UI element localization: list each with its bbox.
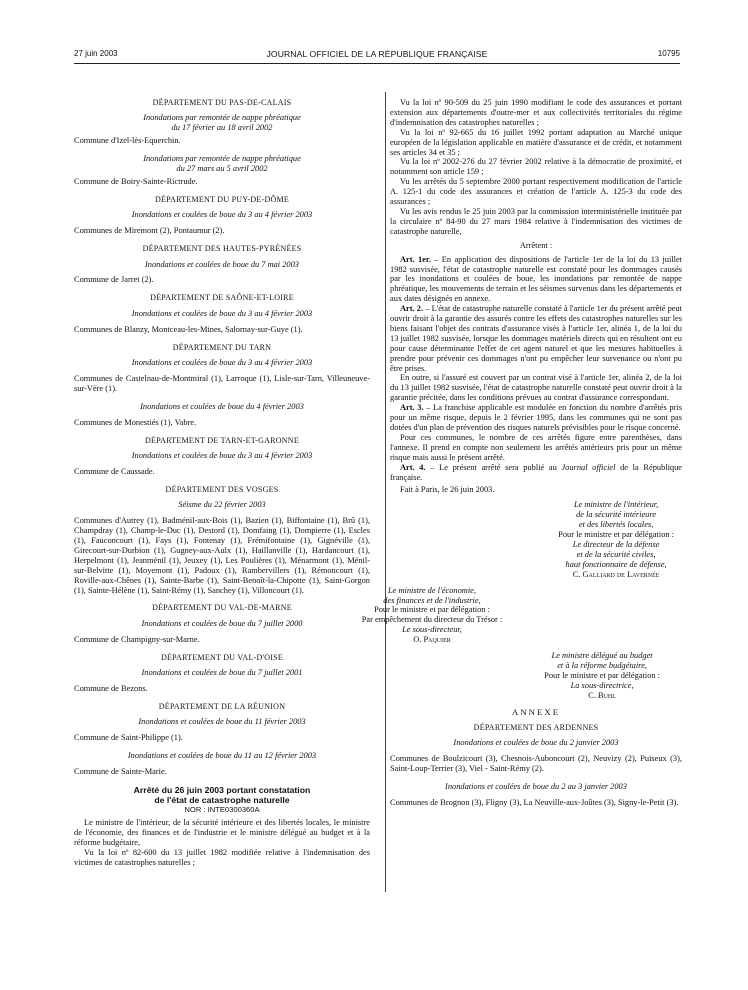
visa-paragraph: Vu la loi nº 82-600 du 13 juillet 1982 modifiée relative à l'indemnisation des victimes de catastrophes naturelles ; <box>74 848 370 868</box>
article-label: Art. 3. <box>400 403 424 413</box>
department-heading: DÉPARTEMENT DE SAÔNE-ET-LOIRE <box>150 293 294 303</box>
signature-line: Pour le ministre et par délégation : <box>558 530 674 540</box>
event-heading: Inondations et coulées de boue du 7 mai 2003 <box>145 259 299 269</box>
department-heading: DÉPARTEMENT DU VAL-DE-MARNE <box>152 603 292 613</box>
event-heading: Inondations et coulées de boue du 2 au 3 janvier 2003 <box>445 782 627 792</box>
signature-line: Le directeur de la défense <box>572 539 660 549</box>
signature-block-interior <box>390 500 682 579</box>
annexe-heading: ANNEXE <box>511 706 561 717</box>
article-text: de la République française. <box>390 462 682 482</box>
signature-line: et de la sécurité civiles, <box>576 549 656 559</box>
event-heading: Inondations et coulées de boue du 3 au 4 février 2003 <box>131 451 313 461</box>
left-column <box>74 98 370 868</box>
nor-reference: NOR : INTE0300360A <box>184 804 260 814</box>
journal-name: Journal officiel <box>561 462 616 472</box>
arretent-heading: Arrêtent : <box>519 240 553 250</box>
visa-paragraph: Vu les arrêtés du 5 septembre 2000 portant respectivement modification de l'article A. 125-1 du code des assurances et création de l'article A. 125-3 du code des assurances ; <box>390 177 682 207</box>
signature-line: Par empêchement du directeur du Trésor : <box>361 615 503 625</box>
article-text: – L'état de catastrophe naturelle constaté à l'article 1er du présent arrêté peut ouvrir droit à la garantie des assurés contre les effets des catastrophes naturelles sur les biens faisant l'objet des contrats d'assurance visés à l'article 1er, alinéa 1, de la loi du 13 juillet 1982 susvisée, lorsque les dommages matériels directs qui en résultent ont eu pour cause déterminante l'effet de cet agent naturel et que les mesures habituelles à prendre pour prévenir ces dommages n'ont pu empêcher leur survenance ou n'ont pu être prises. <box>390 304 682 373</box>
department-heading: DÉPARTEMENT DU VAL-D'OISE <box>160 652 284 662</box>
header-rule <box>74 63 680 64</box>
event-line: Inondations par remontée de nappe phréatique <box>143 113 301 123</box>
department-heading: DÉPARTEMENT DES ARDENNES <box>473 722 599 732</box>
department-heading: DÉPARTEMENT DU PUY-DE-DÔME <box>154 194 290 204</box>
visa-paragraph: Vu la loi nº 90-509 du 25 juin 1990 modifiant le code des assurances et portant extension aux départements d'outre-mer et aux collectivités territoriales du régime d'indemnisation des catastrophes naturelles ; <box>390 98 682 127</box>
signatory-name: O. Paquier <box>413 635 451 645</box>
communes-list: Commune de Jarret (2). <box>74 275 154 285</box>
communes-list: Commune de Caussade. <box>74 466 155 476</box>
article-3 <box>390 403 682 433</box>
article-text: – La franchise applicable est modulée en fonction du nombre d'arrêtés pris pour un même risque, depuis le 2 février 1995, dans les communes qui ne sont pas dotées d'un plan de prévention des risques naturels prévisibles pour le risque concerné. <box>390 403 682 432</box>
decree-title <box>74 785 370 806</box>
communes-list: Communes de Castelnau-de-Montmiral (1), Larroque (1), Lisle-sur-Tarn, Villeuneuve-sur-Vère (1). <box>74 373 370 393</box>
article-paragraph: Pour ces communes, le nombre de ces arrêtés figure entre parenthèses, dans l'annexe. Il prend en compte non seulement les arrêtés antérieurs pris pour un même risque mais aussi le présent arrêté. <box>390 432 682 462</box>
communes-list: Communes de Brognon (3), Fligny (3), La Neuville-aux-Joûtes (3), Signy-le-Petit (3). <box>390 798 679 807</box>
department-heading: DÉPARTEMENT DE TARN-ET-GARONNE <box>145 435 299 445</box>
signature-line: et des libertés locales, <box>578 520 654 530</box>
communes-list: Communes de Blanzy, Montceau-les-Mines, Salornay-sur-Guye (1). <box>74 324 303 334</box>
signature-block-budget <box>390 651 682 701</box>
signature-line: Le sous-directeur, <box>402 625 462 635</box>
event-heading: Inondations et coulées de boue du 3 au 4 février 2003 <box>131 358 313 368</box>
department-heading: DÉPARTEMENT DES VOSGES <box>165 484 279 494</box>
event-heading: Inondations et coulées de boue du 3 au 4 février 2003 <box>131 308 313 318</box>
article-1 <box>390 255 682 305</box>
signature-block-economy <box>292 586 572 645</box>
event-heading: Inondations et coulées de boue du 3 au 4 février 2003 <box>131 210 313 220</box>
signatory-name: C. Galliard de Lavernée <box>572 569 660 579</box>
visa-paragraph: Vu la loi nº 92-665 du 16 juillet 1992 portant adaptation au Marché unique européen de la législation applicable en matière d'assurance et de crédit, et notamment ses articles 34 et 35 ; <box>390 127 682 157</box>
event-heading <box>74 113 370 133</box>
signature-line: Pour le ministre et par délégation : <box>544 670 660 680</box>
communes-list: Commune de Boiry-Sainte-Rictrude. <box>74 176 198 186</box>
event-heading: Inondations et coulées de boue du 2 janvier 2003 <box>453 738 619 748</box>
signature-date: Fait à Paris, le 26 juin 2003. <box>400 485 495 495</box>
signature-line: La sous-directrice, <box>570 680 634 690</box>
communes-list: Commune de Champigny-sur-Marne. <box>74 634 200 644</box>
signature-line: Le ministre délégué au budget <box>551 651 653 661</box>
department-heading: DÉPARTEMENT DE LA RÉUNION <box>158 701 286 711</box>
communes-list: Communes de Boulzicourt (3), Chesnois-Auboncourt (2), Neuvizy (2), Puiseux (3), Saint-Loup-Terrier (3), Viel - Saint-Rémy (2). <box>390 754 682 774</box>
event-heading: Inondations et coulées de boue du 11 au 12 février 2003 <box>127 751 317 761</box>
column-divider <box>385 92 386 892</box>
communes-list: Commune d'Izel-lès-Equerchin. <box>74 136 181 146</box>
department-heading: DÉPARTEMENT DES HAUTES-PYRÉNÉES <box>142 244 302 254</box>
page-header <box>74 49 680 61</box>
signature-line: Le ministre de l'intérieur, <box>573 500 659 510</box>
visa-paragraph: Vu les avis rendus le 25 juin 2003 par la commission interministérielle instituée par la circulaire nº 84-90 du 27 mars 1984 relative à l'indemnisation des victimes de catastrophe naturelle, <box>390 206 682 236</box>
article-paragraph: En outre, si l'assuré est couvert par un contrat visé à l'article 1er, alinéa 2, de la loi du 13 juillet 1982 susvisée, l'état de catastrophe naturelle constaté peut ouvrir droit à la garantie précitée, dans les conditions prévues au contrat d'assurance correspondant. <box>390 373 682 403</box>
communes-list: Commune de Bezons. <box>74 684 148 694</box>
event-heading: Inondations et coulées de boue du 11 février 2003 <box>138 717 306 727</box>
article-text: – En application des dispositions de l'article 1er de la loi du 13 juillet 1982 susvisée, l'état de catastrophe naturelle est constaté pour les dommages causés par les inondations et coulées de boue, les inondations par remontée de nappe phréatique, les mouvements de terrain et les séismes survenus dans les départements et aux dates désignés en annexe. <box>390 254 682 304</box>
signatory-name: C. Buhl <box>588 690 616 700</box>
article-4 <box>390 463 682 483</box>
article-label: Art. 4. <box>400 462 426 472</box>
communes-list: Communes de Monestiés (1), Vabre. <box>74 417 197 427</box>
signature-line: et à la réforme budgétaire, <box>557 660 647 670</box>
header-date: 27 juin 2003 <box>74 49 118 58</box>
communes-list: Commune de Sainte-Marie. <box>74 767 167 777</box>
decree-title-line: Arrêté du 26 juin 2003 portant constatation <box>133 785 311 795</box>
communes-list: Communes d'Autrey (1), Badménil-aux-Bois (1), Bazien (1), Biffontaine (1), Brû (1), Champdray (1), Champ-le-Duc (1), Destord (1), Domfaing (1), Dompierre (1), Escles (1), Fauconcourt (1), Fays (1), Fontenay (1), Frémifontaine (1), Gignéville (1), Girecourt-sur-Durbion (1), Gugney-aux-Aulx (1), Haillanville (1), Hardancourt (1), Herpelmont (1), Jeanménil (1), Jeuxey (1), Les Poulières (1), Ménarmont (1), Ménil-sur-Belvitte (1), Moyemont (1), Padoux (1), Rambervillers (1), Rémoncourt (1), Roville-aux-Chênes (1), Sainte-Barbe (1), Saint-Benoît-la-Chipotte (1), Saint-Gorgon (1), Sainte-Hélène (1), Saint-Rémy (1), Sanchey (1), Villoncourt (1). <box>74 516 370 595</box>
communes-list: Communes de Miremont (2), Pontaumur (2). <box>74 226 225 236</box>
article-2 <box>390 304 682 373</box>
decree-title-line: de l'état de catastrophe naturelle <box>154 795 290 806</box>
right-column <box>361 98 682 816</box>
event-line: du 27 mars au 5 avril 2002 <box>176 164 268 174</box>
article-text: – Le présent arrêté sera publié au <box>425 462 562 472</box>
signature-line: haut fonctionnaire de défense, <box>565 559 667 569</box>
decree-intro: Le ministre de l'intérieur, de la sécurité intérieure et des libertés locales, le ministre de l'économie, des finances et de l'industrie et le ministre délégué au budget et à la réforme budgétaire, <box>74 818 370 848</box>
header-page-number: 10795 <box>657 49 680 58</box>
signature-line: Pour le ministre et par délégation : <box>374 605 490 615</box>
signature-line: des finances et de l'industrie, <box>383 595 481 605</box>
department-heading: DÉPARTEMENT DU TARN <box>172 342 272 352</box>
event-heading: Inondations et coulées de boue du 4 février 2003 <box>140 401 304 411</box>
event-heading <box>74 154 370 174</box>
communes-list: Commune de Saint-Philippe (1). <box>74 733 183 743</box>
signature-line: de la sécurité intérieure <box>576 510 657 520</box>
event-heading: Inondations et coulées de boue du 7 juillet 2000 <box>141 618 303 628</box>
event-line: Inondations par remontée de nappe phréatique <box>143 154 301 164</box>
event-heading: Inondations et coulées de boue du 7 juillet 2001 <box>141 668 303 678</box>
department-heading: DÉPARTEMENT DU PAS-DE-CALAIS <box>152 98 292 107</box>
article-label: Art. 1er. <box>400 254 431 264</box>
header-title: JOURNAL OFFICIEL DE LA RÉPUBLIQUE FRANÇAISE <box>266 49 488 59</box>
event-line: du 17 février au 18 avril 2002 <box>171 123 273 133</box>
visa-paragraph: Vu la loi nº 2002-276 du 27 février 2002 relative à la démocratie de proximité, et notamment son article 159 ; <box>390 157 682 177</box>
event-heading: Séisme du 22 février 2003 <box>178 500 266 510</box>
article-label: Art. 2. <box>400 304 424 314</box>
signature-line: Le ministre de l'économie, <box>387 585 476 595</box>
